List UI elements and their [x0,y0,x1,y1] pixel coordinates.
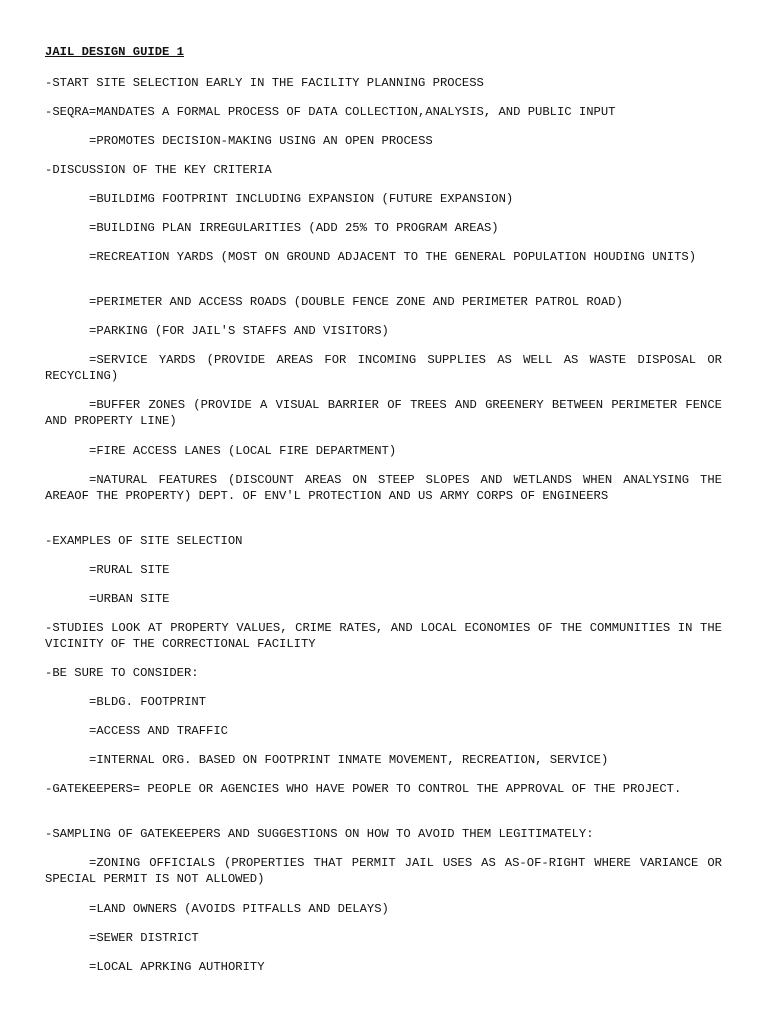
sub-paragraph: =BUILDING PLAN IRREGULARITIES (ADD 25% TO PROGRAM AREAS) [89,221,499,235]
sub-paragraph: =ZONING OFFICIALS (PROPERTIES THAT PERMIT JAIL USES AS AS-OF-RIGHT WHERE VARIANCE OR SPECIAL PERMIT IS NOT ALLOWED) [45,856,722,886]
paragraph: -SEQRA=MANDATES A FORMAL PROCESS OF DATA COLLECTION,ANALYSIS, AND PUBLIC INPUT [45,105,616,119]
sub-paragraph: =PERIMETER AND ACCESS ROADS (DOUBLE FENCE ZONE AND PERIMETER PATROL ROAD) [89,295,623,309]
document-title: JAIL DESIGN GUIDE 1 [45,45,184,59]
paragraph: -DISCUSSION OF THE KEY CRITERIA [45,163,272,177]
paragraph: -GATEKEEPERS= PEOPLE OR AGENCIES WHO HAVE POWER TO CONTROL THE APPROVAL OF THE PROJECT. [45,782,682,796]
paragraph: -START SITE SELECTION EARLY IN THE FACILITY PLANNING PROCESS [45,76,484,90]
paragraph: -SAMPLING OF GATEKEEPERS AND SUGGESTIONS ON HOW TO AVOID THEM LEGITIMATELY: [45,827,594,841]
paragraph: -EXAMPLES OF SITE SELECTION [45,534,243,548]
sub-paragraph: =NATURAL FEATURES (DISCOUNT AREAS ON STEEP SLOPES AND WETLANDS WHEN ANALYSING THE AREAOF THE PROPERTY) DEPT. OF ENV'L PROTECTION AND US ARMY CORPS OF ENGINEERS [45,473,722,503]
sub-paragraph: =RURAL SITE [89,563,170,577]
sub-paragraph: =BUFFER ZONES (PROVIDE A VISUAL BARRIER OF TREES AND GREENERY BETWEEN PERIMETER FENCE AND PROPERTY LINE) [45,398,722,428]
paragraph: -BE SURE TO CONSIDER: [45,666,199,680]
sub-paragraph: =URBAN SITE [89,592,170,606]
sub-paragraph: =LOCAL APRKING AUTHORITY [89,960,265,974]
sub-paragraph: =PROMOTES DECISION-MAKING USING AN OPEN PROCESS [89,134,433,148]
sub-paragraph: =SEWER DISTRICT [89,931,199,945]
sub-paragraph: =LAND OWNERS (AVOIDS PITFALLS AND DELAYS) [89,902,389,916]
sub-paragraph: =FIRE ACCESS LANES (LOCAL FIRE DEPARTMENT) [89,444,397,458]
sub-paragraph: =SERVICE YARDS (PROVIDE AREAS FOR INCOMING SUPPLIES AS WELL AS WASTE DISPOSAL OR RECYCLING) [45,353,722,383]
sub-paragraph: =RECREATION YARDS (MOST ON GROUND ADJACENT TO THE GENERAL POPULATION HOUDING UNITS) [89,250,697,264]
sub-paragraph: =BLDG. FOOTPRINT [89,695,207,709]
sub-paragraph: =ACCESS AND TRAFFIC [89,724,228,738]
paragraph: -STUDIES LOOK AT PROPERTY VALUES, CRIME RATES, AND LOCAL ECONOMIES OF THE COMMUNITIES IN THE VICINITY OF THE CORRECTIONAL FACILITY [45,621,722,651]
sub-paragraph: =INTERNAL ORG. BASED ON FOOTPRINT INMATE MOVEMENT, RECREATION, SERVICE) [89,753,609,767]
sub-paragraph: =PARKING (FOR JAIL'S STAFFS AND VISITORS) [89,324,389,338]
sub-paragraph: =BUILDIMG FOOTPRINT INCLUDING EXPANSION (FUTURE EXPANSION) [89,192,514,206]
